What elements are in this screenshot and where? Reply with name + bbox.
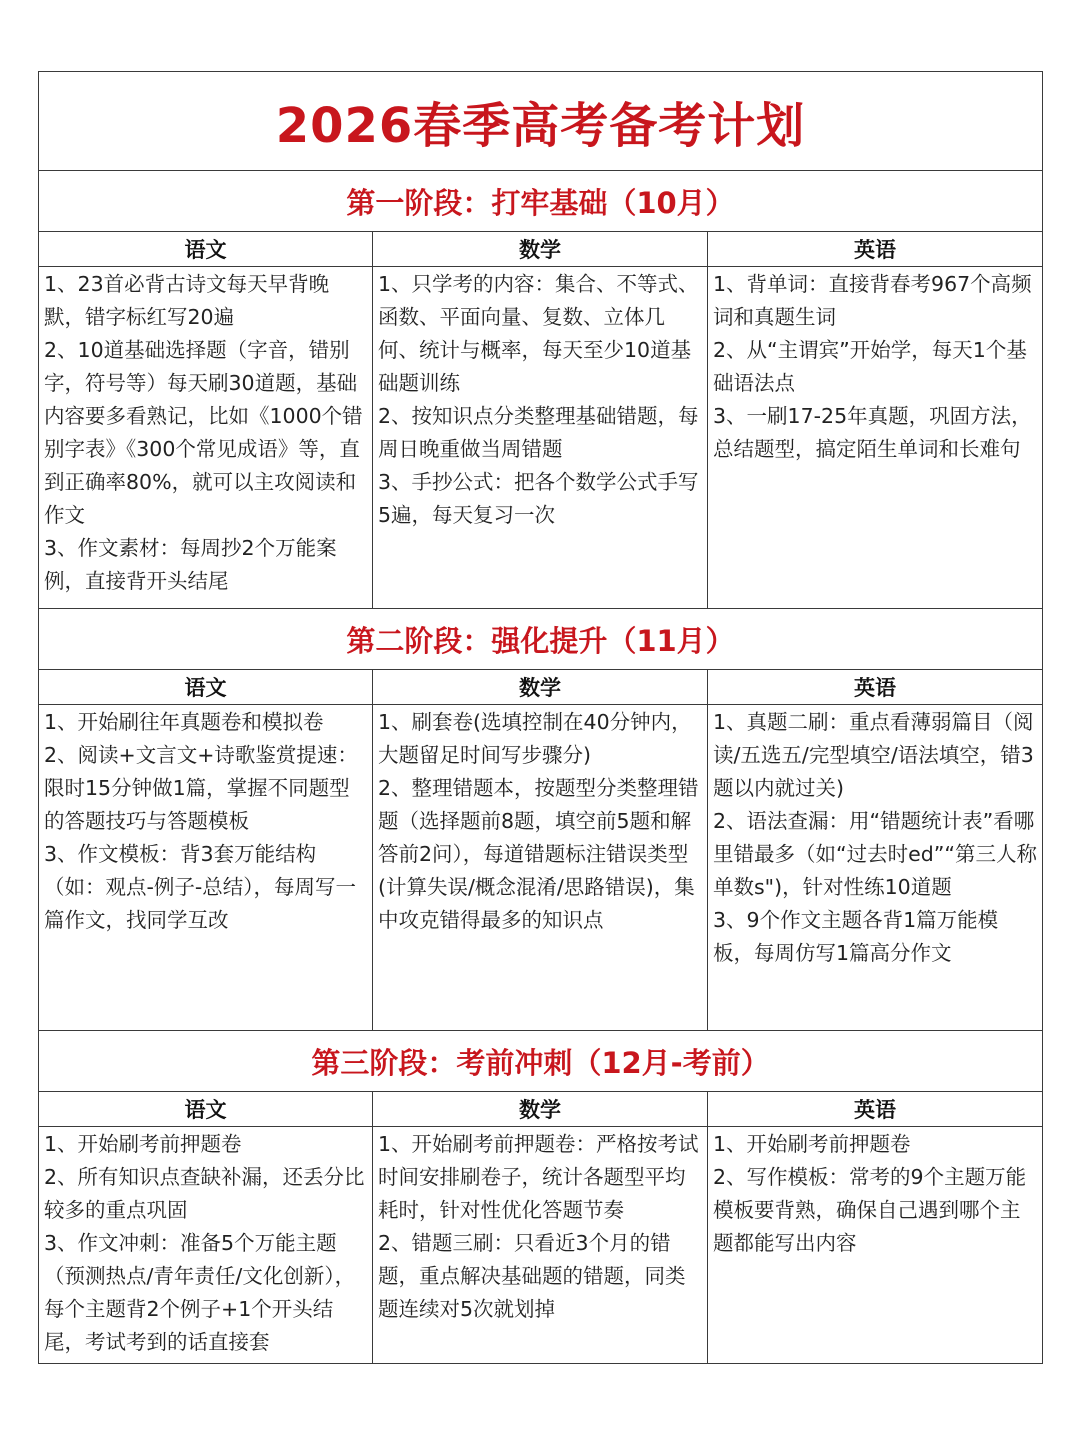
- plan-item: 2、错题三刷：只看近3个月的错题，重点解决基础题的错题，同类题连续对5次就划掉: [378, 1231, 686, 1321]
- plan-item: 1、刷套卷(选填控制在40分钟内，大题留足时间写步骤分): [378, 710, 692, 767]
- plan-item: 1、只学考的内容：集合、不等式、函数、平面向量、复数、立体几何、统计与概率，每天至少10道基础题训练: [378, 272, 699, 395]
- subject-header-english: [708, 232, 1043, 267]
- plan-item: 1、开始刷考前押题卷：严格按考试时间安排刷卷子，统计各题型平均耗时，针对性优化答题节奏: [378, 1132, 699, 1222]
- subject-header-math: [373, 670, 708, 705]
- stage-heading-cell: [39, 1031, 1043, 1092]
- subject-label: 英语: [854, 676, 897, 700]
- stage1-math-cell: [373, 267, 708, 609]
- stage-heading: 第三阶段：考前冲刺（12月-考前）: [311, 1045, 770, 1080]
- study-plan-table: [38, 71, 1043, 1364]
- subject-label: 数学: [519, 238, 561, 262]
- stage3-chinese-cell: [39, 1127, 373, 1364]
- subject-header-math: [373, 1092, 708, 1127]
- subject-label: 语文: [184, 676, 227, 700]
- plan-item: 2、整理错题本，按题型分类整理错题（选择题前8题，填空前5题和解答前2问），每道错题标注错误类型(计算失误/概念混淆/思路错误)，集中攻克错得最多的知识点: [378, 776, 699, 932]
- plan-item: 3、一刷17-25年真题，巩固方法，总结题型，搞定陌生单词和长难句: [713, 404, 1032, 461]
- plan-item: 2、写作模板：常考的9个主题万能模板要背熟，确保自己遇到哪个主题都能写出内容: [713, 1165, 1027, 1255]
- plan-item: 1、开始刷往年真题卷和模拟卷: [44, 710, 324, 734]
- subject-header-chinese: [39, 1092, 373, 1127]
- plan-item: 3、作文冲刺：准备5个万能主题（预测热点/青年责任/文化创新），每个主题背2个例子+1个开头结尾，考试考到的话直接套: [44, 1231, 356, 1354]
- title-cell: [39, 72, 1043, 171]
- subject-label: 英语: [854, 1098, 897, 1122]
- plan-item: 2、阅读+文言文+诗歌鉴赏提速：限时15分钟做1篇，掌握不同题型的答题技巧与答题模板: [44, 743, 358, 833]
- plan-item: 3、作文素材：每周抄2个万能案例，直接背开头结尾: [44, 536, 337, 593]
- plan-item: 1、开始刷考前押题卷: [713, 1132, 911, 1156]
- stage-heading: 第二阶段：强化提升（11月）: [346, 623, 735, 658]
- plan-item: 2、从“主谓宾”开始学，每天1个基础语法点: [713, 338, 1027, 395]
- plan-item: 2、语法查漏：用“错题统计表”看哪里错最多（如“过去时ed”“第三人称单数s")，针对性练10道题: [713, 809, 1037, 899]
- stage3-math-cell: [373, 1127, 708, 1364]
- stage2-english-cell: [708, 705, 1043, 1031]
- plan-item: 2、按知识点分类整理基础错题，每周日晚重做当周错题: [378, 404, 699, 461]
- plan-item: 1、23首必背古诗文每天早背晚默，错字标红写20遍: [44, 272, 330, 329]
- plan-item: 1、真题二刷：重点看薄弱篇目（阅读/五选五/完型填空/语法填空，错3题以内就过关): [713, 710, 1034, 800]
- plan-item: 2、10道基础选择题（字音，错别字，符号等）每天刷30道题，基础内容要多看熟记，比如《1000个错别字表》《300个常见成语》等，直到正确率80%，就可以主攻阅读和作文: [44, 338, 363, 527]
- plan-item: 3、作文模板：背3套万能结构（如：观点-例子-总结），每周写一篇作文，找同学互改: [44, 842, 357, 932]
- page-title: 2026春季高考备考计划: [275, 97, 806, 154]
- stage1-chinese-cell: [39, 267, 373, 609]
- stage1-english-cell: [708, 267, 1043, 609]
- subject-header-chinese: [39, 670, 373, 705]
- stage3-english-cell: [708, 1127, 1043, 1364]
- plan-item: 1、开始刷考前押题卷: [44, 1132, 242, 1156]
- subject-label: 英语: [854, 238, 897, 262]
- stage-heading: 第一阶段：打牢基础（10月）: [346, 185, 735, 220]
- subject-label: 数学: [519, 676, 561, 700]
- plan-item: 3、手抄公式：把各个数学公式手写5遍，每天复习一次: [378, 470, 699, 527]
- plan-item: 2、所有知识点查缺补漏，还丢分比较多的重点巩固: [44, 1165, 365, 1222]
- subject-label: 语文: [184, 238, 227, 262]
- subject-header-chinese: [39, 232, 373, 267]
- stage2-chinese-cell: [39, 705, 373, 1031]
- stage-heading-cell: [39, 609, 1043, 670]
- subject-label: 语文: [184, 1098, 227, 1122]
- subject-header-math: [373, 232, 708, 267]
- stage-heading-cell: [39, 171, 1043, 232]
- subject-header-english: [708, 670, 1043, 705]
- plan-item: 3、9个作文主题各背1篇万能模板，每周仿写1篇高分作文: [713, 908, 999, 965]
- plan-item: 1、背单词：直接背春考967个高频词和真题生词: [713, 272, 1032, 329]
- subject-header-english: [708, 1092, 1043, 1127]
- stage2-math-cell: [373, 705, 708, 1031]
- subject-label: 数学: [519, 1098, 561, 1122]
